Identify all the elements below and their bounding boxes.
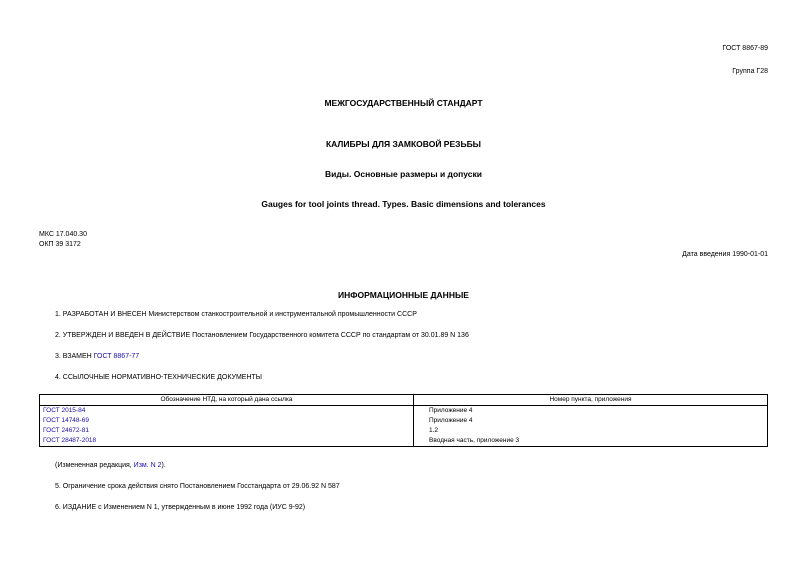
column-header-item: Номер пункта, приложения bbox=[414, 395, 768, 406]
info-paragraph-3 bbox=[55, 352, 139, 361]
okp-code: ОКП 39 3172 bbox=[39, 241, 81, 248]
info-heading: ИНФОРМАЦИОННЫЕ ДАННЫЕ bbox=[338, 290, 469, 300]
reference-item: Вводная часть, приложение 3 bbox=[414, 436, 768, 447]
table-row bbox=[40, 436, 768, 447]
reference-item: Приложение 4 bbox=[414, 406, 768, 417]
edition-note-suffix: ). bbox=[161, 462, 166, 469]
table-row bbox=[40, 406, 768, 417]
doc-number: ГОСТ 8867-89 bbox=[722, 45, 768, 52]
info-paragraph-1: 1. РАЗРАБОТАН И ВНЕСЕН Министерством станкостроительной и инструментальной промышленности СССР bbox=[55, 311, 417, 318]
english-title: Gauges for tool joints thread. Types. Basic dimensions and tolerances bbox=[261, 199, 546, 209]
doc-group: Группа Г28 bbox=[732, 68, 768, 75]
info-paragraph-6: 6. ИЗДАНИЕ с Изменением N 1, утвержденным в июне 1992 года (ИУС 9-92) bbox=[55, 504, 306, 511]
references-table bbox=[39, 394, 768, 447]
reference-item: Приложение 4 bbox=[414, 416, 768, 426]
replaces-label: 3. ВЗАМЕН bbox=[55, 353, 94, 360]
page-subtitle: Виды. Основные размеры и допуски bbox=[324, 169, 482, 179]
edition-note bbox=[55, 461, 166, 470]
reference-link[interactable]: ГОСТ 14748-69 bbox=[43, 417, 89, 424]
column-header-document: Обозначение НТД, на который дана ссылка bbox=[40, 395, 414, 406]
edition-note-prefix: (Измененная редакция, bbox=[55, 462, 134, 469]
reference-link[interactable]: ГОСТ 28487-2018 bbox=[43, 437, 97, 444]
page-title: КАЛИБРЫ ДЛЯ ЗАМКОВОЙ РЕЗЬБЫ bbox=[325, 139, 481, 149]
reference-link[interactable]: ГОСТ 24672-81 bbox=[43, 427, 89, 434]
info-paragraph-5: 5. Ограничение срока действия снято Постановлением Госстандарта от 29.06.92 N 587 bbox=[55, 483, 340, 490]
table-header-row bbox=[40, 395, 768, 406]
info-paragraph-2: 2. УТВЕРЖДЕН И ВВЕДЕН В ДЕЙСТВИЕ Постановлением Государственного комитета СССР по стандартам от 30.01.89 N 136 bbox=[55, 332, 469, 339]
info-paragraph-4: 4. ССЫЛОЧНЫЕ НОРМАТИВНО-ТЕХНИЧЕСКИЕ ДОКУМЕНТЫ bbox=[55, 374, 262, 381]
amendment-link[interactable]: Изм. N 2 bbox=[133, 462, 162, 469]
table-row bbox=[40, 416, 768, 426]
reference-item: 1.2 bbox=[414, 426, 768, 436]
reference-link[interactable]: ГОСТ 2015-84 bbox=[43, 407, 86, 414]
mks-code: МКС 17.040.30 bbox=[39, 231, 87, 238]
replaced-standard-link[interactable]: ГОСТ 8867-77 bbox=[93, 353, 140, 360]
standard-type: МЕЖГОСУДАРСТВЕННЫЙ СТАНДАРТ bbox=[324, 98, 483, 108]
table-row bbox=[40, 426, 768, 436]
intro-date: Дата введения 1990-01-01 bbox=[682, 251, 768, 258]
